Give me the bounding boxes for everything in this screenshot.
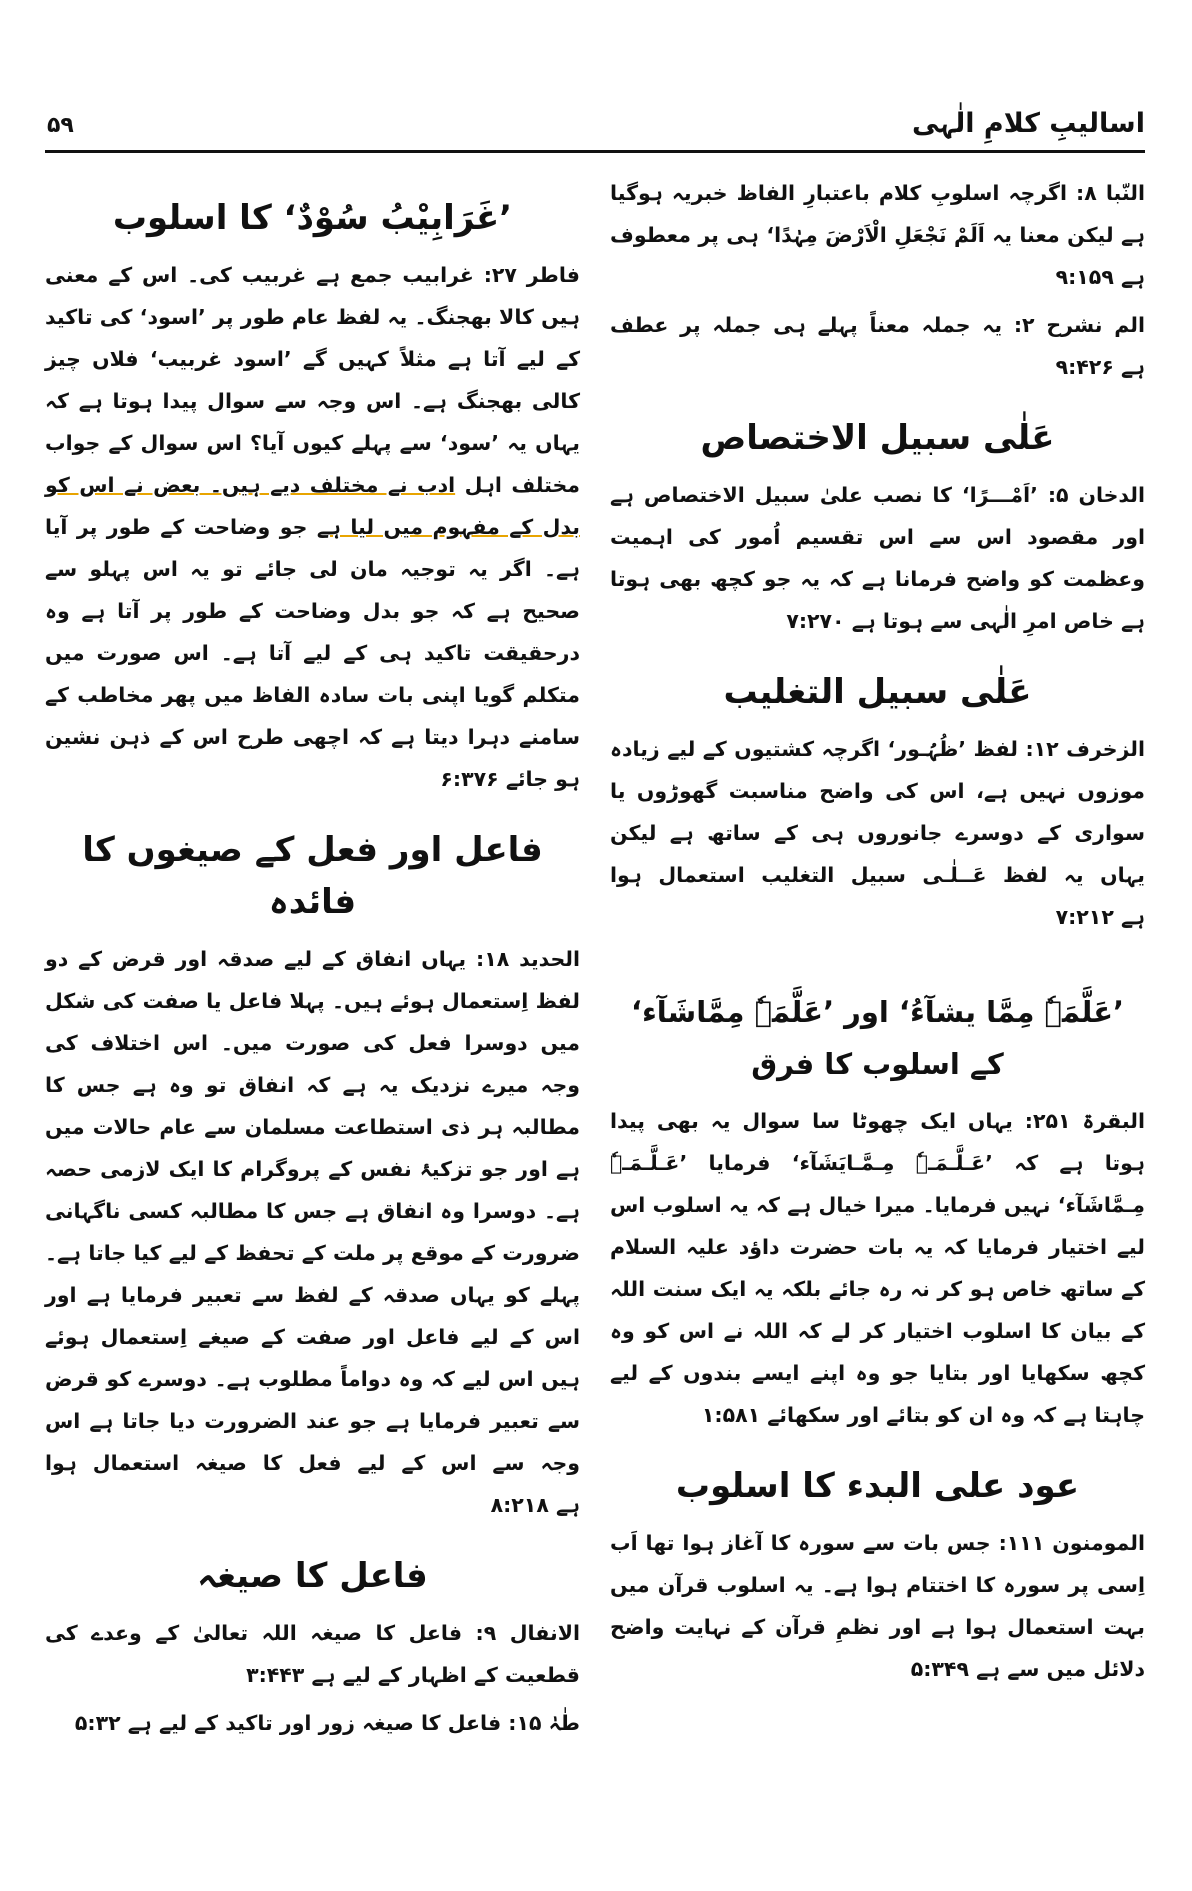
entry-reference: المومنون ۱۱۱: bbox=[998, 1531, 1145, 1555]
highlighted-text: ادب نے مختلف دیے ہیں۔ بعض نے اس کو بدل کے مفہوم میں لیا ہے bbox=[45, 473, 580, 539]
entry-naba-8 bbox=[610, 172, 1145, 298]
entry-reference: الدخان ۵: bbox=[1047, 483, 1145, 507]
section-heading-ikhtisas: عَلٰی سبیل الاختصاص bbox=[700, 418, 1055, 458]
entry-reference: الزخرف ۱۲: bbox=[1025, 737, 1145, 761]
entry-text: اگرچہ اسلوبِ کلام باعتبارِ الفاظ خبریہ ہوگیا ہے لیکن معنا یہ اَلَمْ نَجْعَلِ الْاَرْضَ مِہٰدًا‘ ہی پر معطوف ہے bbox=[610, 181, 1145, 289]
entry-citation: ۶:۳۷۶ bbox=[440, 767, 506, 791]
entry-text: جو وضاحت کے طور پر آیا ہے۔ اگر یہ توجیہ مان لی جائے تو یہ اس پہلو سے صحیح ہے کہ جو بدل وضاحت کے طور پر آتا ہے وہ درحقیقت تاکید ہی کے لیے آتا ہے۔ اس صورت میں متکلم گویا اپنی بات سادہ الفاظ میں پھر مخاطب کے سامنے دہرا دیتا ہے کہ اچھی طرح اس کے ذہن نشین ہو جائے bbox=[45, 515, 580, 791]
entry-muminun-111 bbox=[610, 1522, 1145, 1690]
header-rule bbox=[45, 150, 1145, 153]
entry-reference: الحدید ۱۸: bbox=[475, 947, 580, 971]
entry-reference: البقرۃ ۲۵۱: bbox=[1024, 1109, 1146, 1133]
entry-text: غرابیب جمع ہے غربیب کی۔ اس کے معنی ہیں کالا بھجنگ۔ یہ لفظ عام طور پر ’اسود‘ کی تاکید کے لیے آتا ہے مثلاً کہیں گے ’اسود غربیب‘ فلاں چیز کالی بھجنگ ہے۔ اس وجہ سے سوال پیدا ہوتا ہے کہ یہاں یہ ’سود‘ سے پہلے کیوں آیا؟ اس سوال کے جواب مختلف اہل bbox=[45, 263, 580, 497]
page-number: ۵۹ bbox=[47, 113, 74, 138]
entry-text: فاعل کا صیغہ اللہ تعالیٰ کے وعدے کی قطعیت کے اظہار کے لیے ہے bbox=[45, 1621, 580, 1687]
section-heading-gharabib-sud: ’غَرَابِیْبُ سُوْدٌ‘ کا اسلوب bbox=[112, 198, 513, 238]
entry-citation: ۱:۵۸۱ bbox=[701, 1403, 768, 1427]
entry-reference: النّبا ۸: bbox=[1076, 181, 1145, 205]
entry-text: فاعل کا صیغہ زور اور تاکید کے لیے ہے bbox=[127, 1711, 509, 1735]
entry-zukhruf-12 bbox=[610, 728, 1145, 938]
entry-citation: ۸:۲۱۸ bbox=[490, 1493, 556, 1517]
entry-text: یہ جملہ معناً پہلے ہی جملہ پر عطف ہے bbox=[610, 313, 1145, 379]
entry-citation: ۹:۱۵۹ bbox=[1055, 265, 1121, 289]
entry-text: لفظ ’ظُہُـور‘ اگرچہ کشتیوں کے لیے زیادہ موزوں نہیں ہے، اس کی واضح مناسبت گھوڑوں یا سواری کے دوسرے جانوروں ہی کے ساتھ ہے لیکن یہاں یہ لفظ عَــلٰـی سبیل التغلیب استعمال ہوا ہے bbox=[610, 737, 1145, 929]
entry-text: یہاں ایک چھوٹا سا سوال یہ بھی پیدا ہوتا ہے کہ ’عَـلَّـمَـہٗ مِـمَّـایَشَآء‘ فرمایا ’عَـلَّـمَـہٗ مِـمَّاشَآء‘ نہیں فرمایا۔ میرا خیال ہے کہ یہ اسلوب اس لیے اختیار فرمایا کہ یہ بات حضرت داؤد علیہ السلام کے ساتھ خاص ہو کر نہ رہ جائے بلکہ یہ ایک سنت اللہ کے بیان کا اسلوب اختیار کر لے کہ اللہ نے اس کو وہ کچھ سکھایا اور بتایا جو وہ اپنے ایسے بندوں کے لیے چاہتا ہے کہ وہ ان کو بتائے اور سکھائے bbox=[610, 1109, 1145, 1427]
entry-citation: ۵:۳۲ bbox=[74, 1711, 128, 1735]
entry-reference: فاطر ۲۷: bbox=[483, 263, 580, 287]
entry-citation: ۷:۲۱۲ bbox=[1055, 905, 1121, 929]
entry-reference: الانفال ۹: bbox=[475, 1621, 580, 1645]
spacer bbox=[610, 944, 1145, 962]
page-header bbox=[45, 100, 1145, 152]
entry-hadid-18 bbox=[45, 938, 580, 1526]
entry-reference: طٰہٰ ۱۵: bbox=[508, 1711, 580, 1735]
section-heading-fail-fil: فاعل اور فعل کے صیغوں کا فائدہ bbox=[82, 830, 543, 922]
right-column bbox=[610, 172, 1145, 1696]
entry-baqarah-251 bbox=[610, 1100, 1145, 1436]
entry-anfal-9 bbox=[45, 1612, 580, 1696]
section-heading-aud-alal-bad: عود علی البدء کا اسلوب bbox=[675, 1466, 1080, 1506]
entry-text: یہاں انفاق کے لیے صدقہ اور قرض کے دو لفظ اِستعمال ہوئے ہیں۔ پہلا فاعل یا صفت کی شکل میں دوسرا فعل کی صورت میں۔ اس اختلاف کی وجہ میرے نزدیک یہ ہے کہ انفاق تو وہ ہے جس کا مطالبہ ہر ذی استطاعت مسلمان سے عام حالات میں ہے اور جو تزکیۂ نفس کے پروگرام کا ایک لازمی حصہ ہے۔ دوسرا وہ انفاق ہے جس کا مطالبہ کسی ناگہانی ضرورت کے موقع پر ملت کے تحفظ کے لیے کیا جاتا ہے۔ پہلے کو یہاں صدقہ کے لفظ سے تعبیر فرمایا ہے اور اس کے لیے فاعل اور صفت کے صیغے اِستعمال ہوئے ہیں اس لیے کہ وہ دواماً مطلوب ہے۔ دوسرے کو قرض سے تعبیر فرمایا ہے جو عند الضرورت دیا جاتا ہے اس وجہ سے اس کے لیے فعل کا صیغہ استعمال ہوا ہے bbox=[45, 947, 580, 1517]
entry-citation: ۳:۴۴۳ bbox=[246, 1663, 312, 1687]
left-column bbox=[45, 172, 580, 1750]
section-heading-taghlib: عَلٰی سبیل التغلیب bbox=[723, 672, 1032, 712]
entry-citation: ۵:۳۴۹ bbox=[910, 1657, 977, 1681]
entry-citation: ۹:۴۲۶ bbox=[1055, 355, 1121, 379]
entry-text: ’اَمْـــرًا‘ کا نصب علیٰ سبیل الاختصاص ہے اور مقصود اس سے اس تقسیم اُمور کی اہمیت وعظمت کو واضح فرمانا ہے کہ یہ جو کچھ بھی ہوتا ہے خاص امرِ الٰہی سے ہوتا ہے bbox=[610, 483, 1145, 633]
section-heading-fail-ka-sighah: فاعل کا صیغہ bbox=[197, 1556, 428, 1596]
entry-alam-nashrah-2 bbox=[610, 304, 1145, 388]
entry-dukhan-5 bbox=[610, 474, 1145, 642]
entry-citation: ۷:۲۷۰ bbox=[786, 609, 852, 633]
entry-fatir-27 bbox=[45, 254, 580, 800]
entry-reference: الم نشرح ۲: bbox=[1013, 313, 1145, 337]
section-heading-allamahu-farq: ’عَلَّمَہٗ مِمَّا یشآءُ‘ اور ’عَلَّمَہٗ مِمَّاشَآء‘ کے اسلوب کا فرق bbox=[630, 995, 1125, 1081]
entry-text: جس بات سے سورہ کا آغاز ہوا تھا اَب اِسی پر سورہ کا اختتام ہوا ہے۔ یہ اسلوب قرآن میں بہت استعمال ہوا ہے اور نظمِ قرآن کے نہایت واضح دلائل میں سے ہے bbox=[610, 1531, 1145, 1681]
entry-taha-15 bbox=[45, 1702, 580, 1744]
running-title: اسالیبِ کلامِ الٰہی bbox=[911, 108, 1145, 139]
